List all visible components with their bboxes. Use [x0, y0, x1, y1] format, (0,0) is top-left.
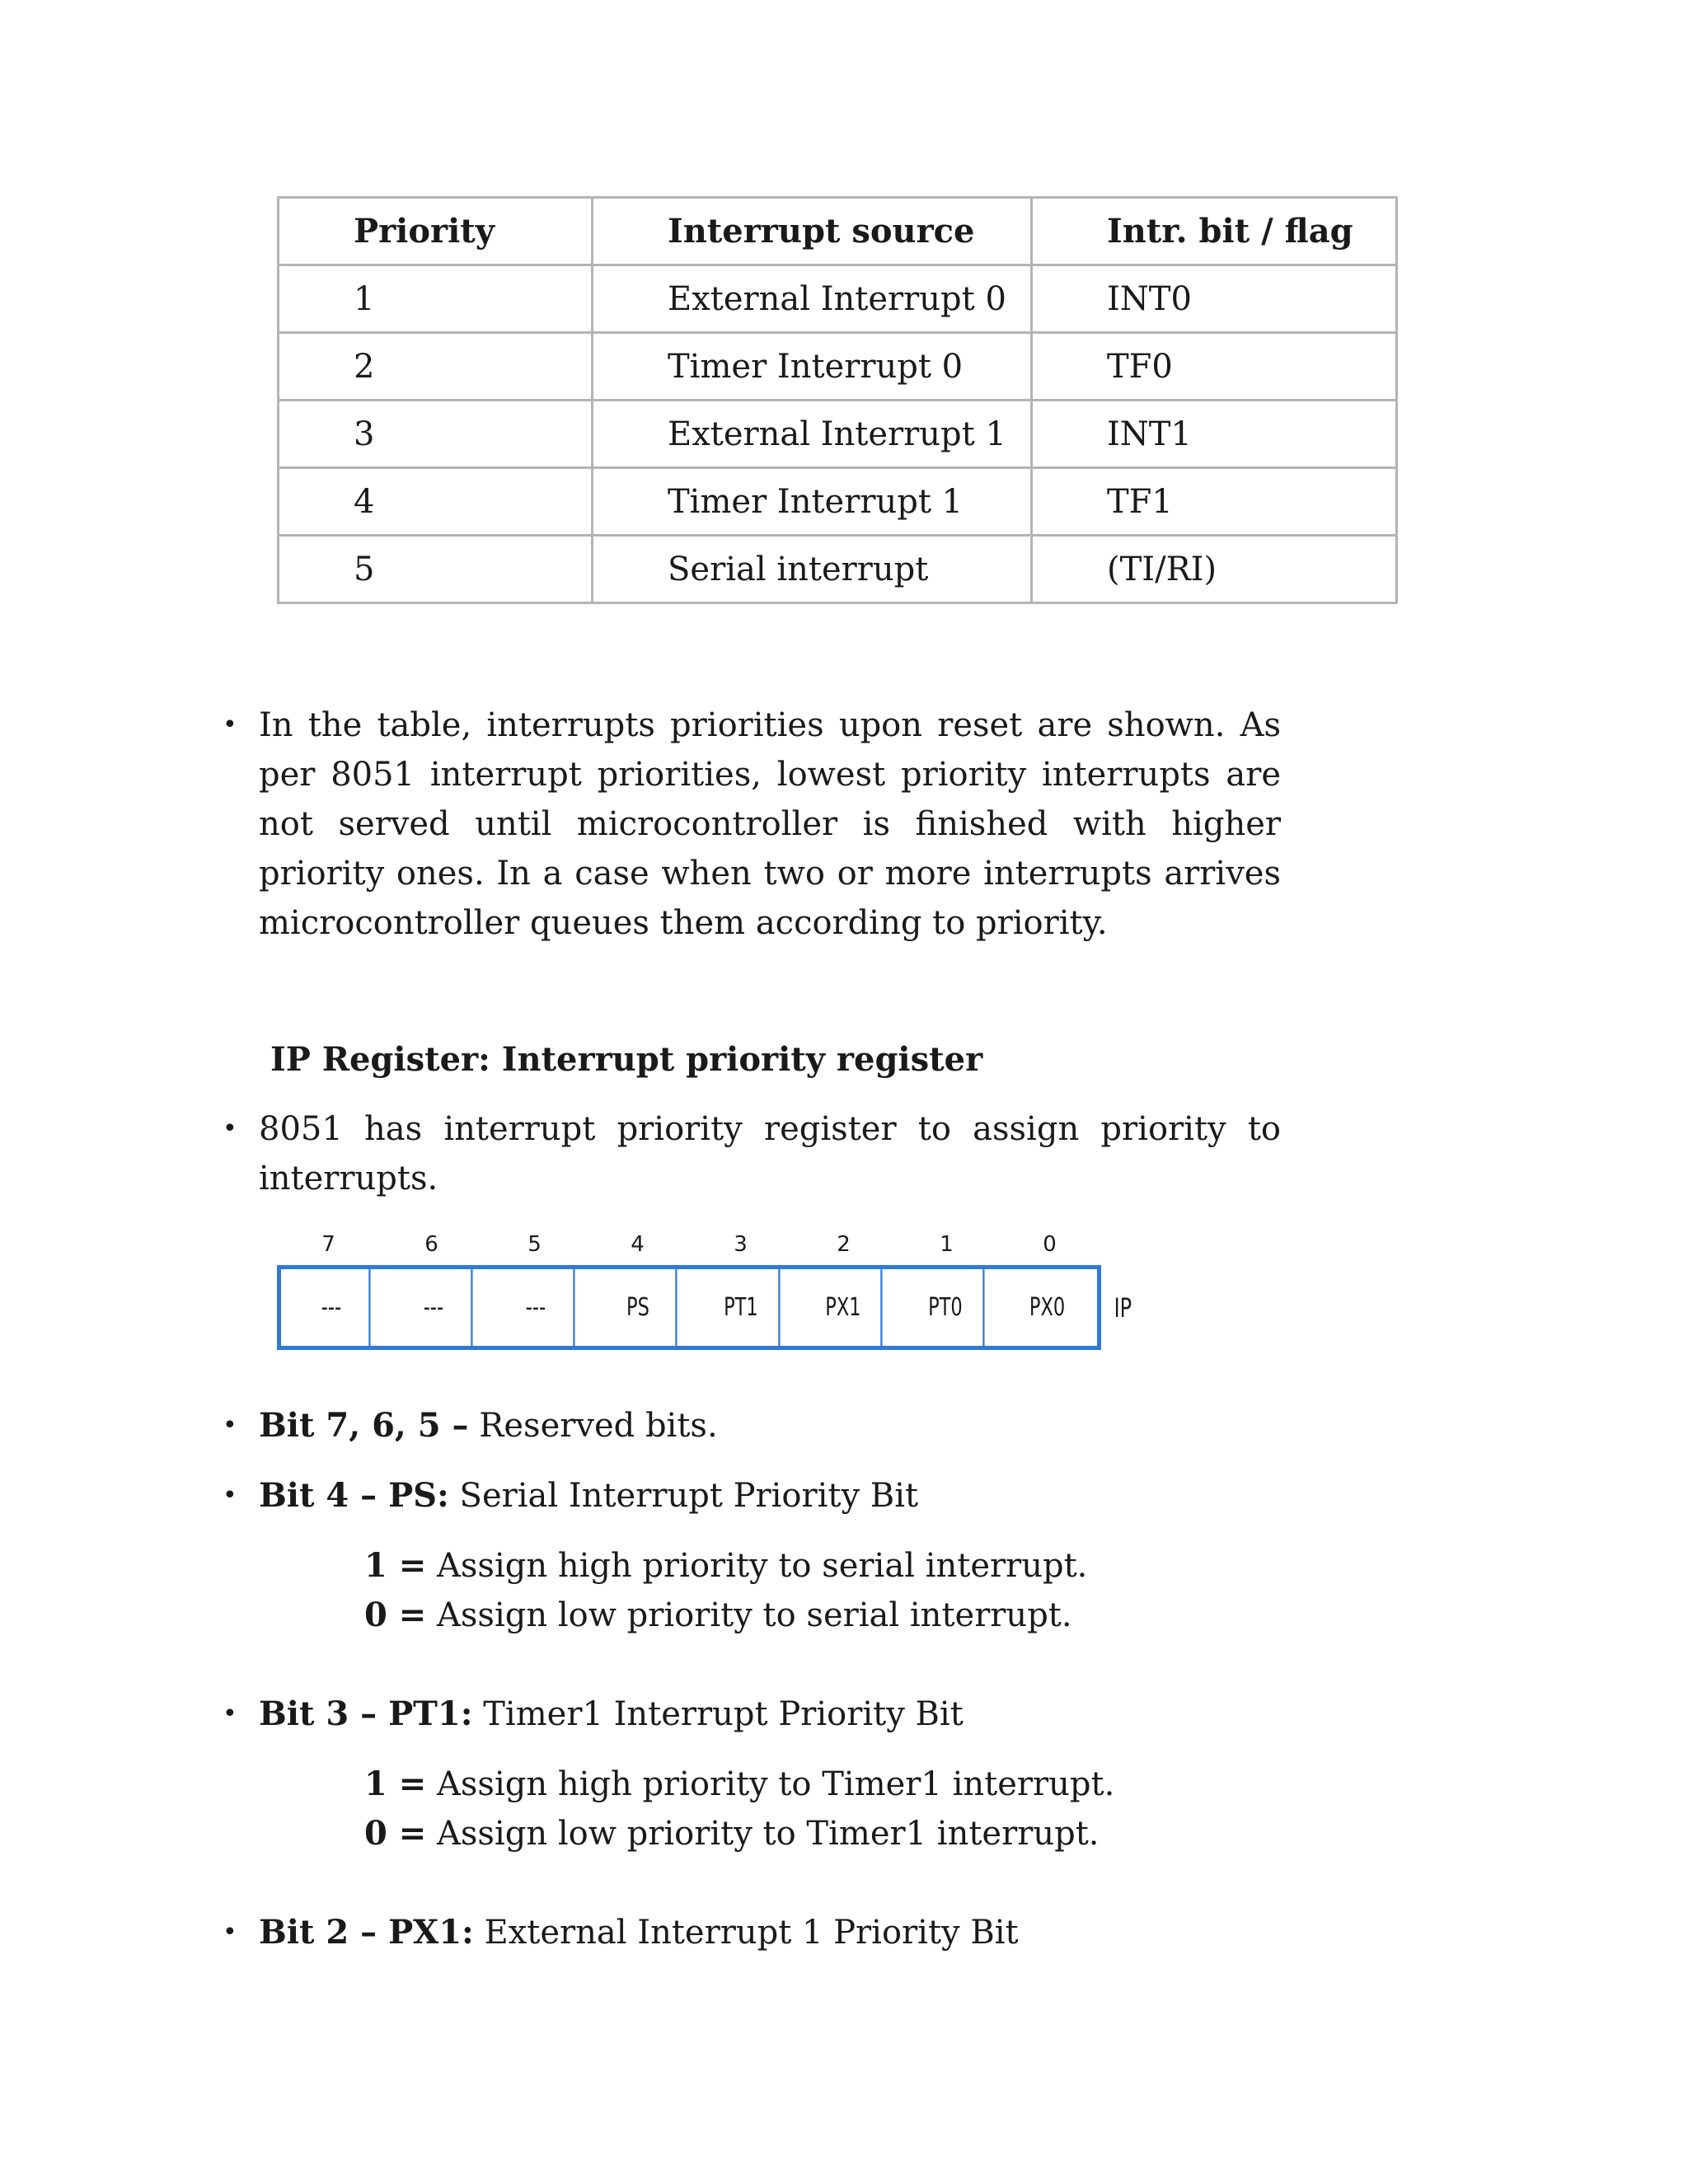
- header-intr-flag: Intr. bit / flag: [1032, 198, 1397, 265]
- ip-register-heading: IP Register: Interrupt priority register: [270, 1040, 983, 1079]
- register-cell-px0: PX0: [1029, 1293, 1066, 1322]
- bit-label: Bit 2 – PX1:: [259, 1913, 474, 1952]
- priority-table: [277, 196, 1398, 604]
- register-cell-pt0: PT0: [907, 1269, 984, 1346]
- bullet-icon: •: [223, 1114, 237, 1143]
- pt1-high-line: [364, 1760, 1114, 1809]
- cell-flag: TF1: [1032, 468, 1397, 536]
- bit-label: Bit 7, 6, 5 –: [259, 1406, 469, 1445]
- cell-priority: 5: [279, 536, 593, 603]
- value-label: 0 =: [364, 1814, 427, 1853]
- cell-source: External Interrupt 0: [593, 265, 1032, 333]
- ps-high-line: [364, 1541, 1087, 1591]
- cell-flag: INT1: [1032, 401, 1397, 468]
- pt1-low-line: [364, 1809, 1099, 1858]
- bit-number: 1: [940, 1232, 954, 1257]
- value-description: Assign high priority to serial interrupt.: [437, 1547, 1088, 1585]
- bit-px1-line: [259, 1908, 1019, 1957]
- bit-number: 6: [424, 1232, 438, 1257]
- register-box: [277, 1265, 1101, 1350]
- value-description: Assign low priority to Timer1 interrupt.: [437, 1815, 1100, 1853]
- priority-explanation-paragraph: [259, 701, 1281, 948]
- bit-number: 3: [734, 1232, 748, 1257]
- paragraph-text: 8051 has interrupt priority register to assign priority to interrupts.: [259, 1110, 1281, 1197]
- bit-number: 2: [837, 1232, 851, 1257]
- table-row: [279, 401, 1397, 468]
- cell-priority: 1: [279, 265, 593, 333]
- table-header-row: [279, 198, 1397, 265]
- bullet-icon: •: [223, 1481, 237, 1510]
- register-cell-bit6: ---: [396, 1269, 473, 1346]
- ps-low-line: [364, 1591, 1072, 1640]
- register-cell-ps: PS: [601, 1269, 678, 1346]
- bullet-icon: •: [223, 1411, 237, 1440]
- header-interrupt-source: Interrupt source: [593, 198, 1032, 265]
- table-row: [279, 265, 1397, 333]
- value-label: 1 =: [364, 1765, 427, 1803]
- bit-number: 5: [528, 1232, 542, 1257]
- bullet-icon: •: [223, 1699, 237, 1728]
- bit-description: Reserved bits.: [479, 1407, 718, 1445]
- bit-description: Timer1 Interrupt Priority Bit: [483, 1695, 964, 1733]
- bit-description: External Interrupt 1 Priority Bit: [484, 1914, 1019, 1952]
- value-label: 1 =: [364, 1546, 427, 1585]
- cell-source: Timer Interrupt 0: [593, 333, 1032, 401]
- cell-flag: TF0: [1032, 333, 1397, 401]
- cell-priority: 4: [279, 468, 593, 536]
- bit-number: 4: [631, 1232, 645, 1257]
- value-description: Assign high priority to Timer1 interrupt.: [437, 1765, 1115, 1803]
- bit-ps-line: [259, 1471, 918, 1521]
- bit-label: Bit 4 – PS:: [259, 1476, 449, 1515]
- ip-register-diagram: [277, 1265, 1101, 1350]
- cell-priority: 2: [279, 333, 593, 401]
- bit-description: Serial Interrupt Priority Bit: [459, 1477, 919, 1515]
- bit-number: 0: [1043, 1232, 1057, 1257]
- register-cell-pt1: PT1: [703, 1269, 780, 1346]
- bit-number: 7: [321, 1232, 335, 1257]
- register-cell-bit5: ---: [499, 1269, 575, 1346]
- cell-flag: INT0: [1032, 265, 1397, 333]
- table-row: [279, 468, 1397, 536]
- register-cell-px1: PX1: [805, 1269, 882, 1346]
- ip-register-paragraph: [259, 1104, 1281, 1203]
- bit-label: Bit 3 – PT1:: [259, 1694, 473, 1733]
- bit-pt1-line: [259, 1690, 964, 1739]
- bit-reserved-line: [259, 1401, 718, 1451]
- register-cell-bit7: ---: [294, 1269, 371, 1346]
- register-name-label: IP: [1114, 1292, 1132, 1324]
- cell-source: External Interrupt 1: [593, 401, 1032, 468]
- table-row: [279, 536, 1397, 603]
- value-label: 0 =: [364, 1596, 427, 1634]
- cell-source: Timer Interrupt 1: [593, 468, 1032, 536]
- cell-priority: 3: [279, 401, 593, 468]
- header-priority: Priority: [279, 198, 593, 265]
- value-description: Assign low priority to serial interrupt.: [437, 1596, 1072, 1634]
- table-row: [279, 333, 1397, 401]
- cell-source: Serial interrupt: [593, 536, 1032, 603]
- paragraph-text: In the table, interrupts priorities upon reset are shown. As per 8051 interrupt priorities, lowest priority interrupts are not served until microcontroller is finished with higher priority ones. In a case when two or more interrupts arrives microcontroller queues them according to priority.: [259, 706, 1281, 942]
- cell-flag: (TI/RI): [1032, 536, 1397, 603]
- bullet-icon: •: [223, 710, 237, 739]
- bullet-icon: •: [223, 1918, 237, 1947]
- bit-number-row: [277, 1232, 1101, 1257]
